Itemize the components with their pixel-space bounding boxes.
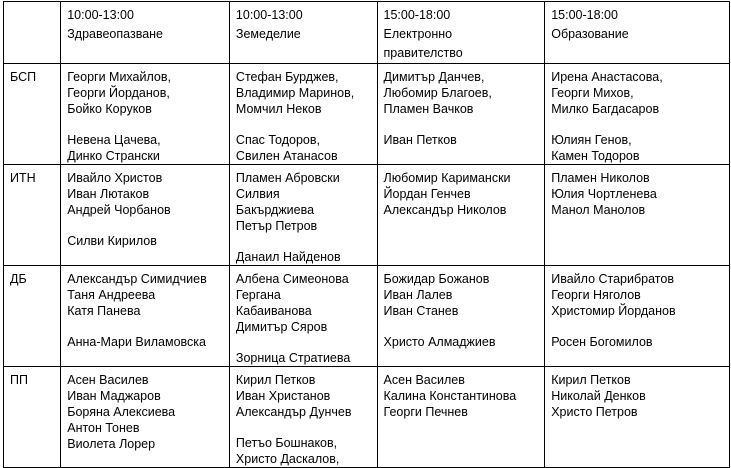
header-row <box>4 2 730 64</box>
cell-line: Божидар Божанов <box>383 272 490 286</box>
cell-line: Бойко Коруков <box>67 102 152 116</box>
cell-line: Петър Петров <box>235 219 318 233</box>
party-label-cell <box>4 266 61 367</box>
members-list <box>61 64 229 164</box>
cell-line: Албена Симеонова <box>235 272 349 286</box>
cell-line: Андрей Чорбанов <box>67 203 171 217</box>
cell-line: Спас Тодоров, <box>235 133 320 147</box>
members-cell <box>61 367 230 468</box>
cell-line: Христо Петров <box>551 405 638 419</box>
cell-line: Ивайло Христов <box>67 171 163 185</box>
cell-line: Пламен Абровски <box>235 171 340 185</box>
cell-line: Димитър Сяров <box>235 320 328 334</box>
cell-line: Силвия <box>235 187 280 201</box>
members-list <box>378 64 545 148</box>
cell-line: Георги Няголов <box>551 288 641 302</box>
cell-line: Асен Василев <box>383 373 465 387</box>
cell-line: Боряна Алексиева <box>67 405 176 419</box>
cell-line: Георги Михайлов, <box>67 70 171 84</box>
members-cell <box>545 64 730 165</box>
cell-line: Росен Богомилов <box>551 335 653 349</box>
members-cell <box>377 367 545 468</box>
session-time: 10:00-13:00 <box>235 8 303 22</box>
cell-line: Калина Константинова <box>383 389 517 403</box>
members-list <box>230 367 377 467</box>
cell-line: Иван Петков <box>383 133 457 147</box>
cell-line: Ивайло Старибратов <box>551 272 674 286</box>
cell-line: Христо Алмаджиев <box>383 335 496 349</box>
cell-line: Христо Даскалов, <box>235 452 340 466</box>
members-list <box>545 266 729 350</box>
members-list <box>61 165 229 249</box>
cell-line: Асен Василев <box>67 373 149 387</box>
cell-line: Гергана <box>235 288 281 302</box>
members-cell <box>229 367 377 468</box>
cell-line: Антон Тонев <box>67 421 140 435</box>
header-cell-content <box>545 2 729 44</box>
cell-line: Иван Маджаров <box>67 389 161 403</box>
members-cell <box>61 64 230 165</box>
members-cell <box>377 165 545 266</box>
blank-line <box>67 319 229 334</box>
cell-line: Владимир Маринов, <box>235 86 355 100</box>
header-cell-content <box>230 2 377 44</box>
header-cell <box>545 2 730 64</box>
cell-line: Стефан Бурджев, <box>235 70 339 84</box>
cell-line: Катя Панева <box>67 304 141 318</box>
cell-line: Милко Багдасаров <box>551 102 660 116</box>
blank-line <box>384 117 545 132</box>
cell-line: Иван Лалев <box>383 288 453 302</box>
session-topic: правителство <box>383 46 463 60</box>
blank-line <box>236 117 377 132</box>
cell-line: Бакърджиева <box>235 203 315 217</box>
members-cell <box>229 165 377 266</box>
party-row <box>4 165 730 266</box>
header-cell <box>61 2 230 64</box>
cell-line: Юлия Чортленева <box>551 187 657 201</box>
cell-line: Пламен Николов <box>551 171 650 185</box>
cell-line: Иван Станев <box>383 304 459 318</box>
blank-line <box>551 319 729 334</box>
header-corner-cell <box>4 2 61 64</box>
members-list <box>545 64 729 164</box>
session-topic: Здравеопазване <box>67 27 164 41</box>
session-time: 15:00-18:00 <box>551 8 618 22</box>
cell-line: Кабаиванова <box>235 304 312 318</box>
members-cell <box>545 367 730 468</box>
cell-line: Силви Кирилов <box>67 234 157 248</box>
cell-line: Зорница Стратиева <box>235 351 351 365</box>
members-list <box>230 64 377 164</box>
cell-line: Йордан Генчев <box>383 187 471 201</box>
members-cell <box>545 165 730 266</box>
cell-line: Георги Печнев <box>383 405 468 419</box>
members-list <box>545 367 729 420</box>
cell-line: Пламен Вачков <box>383 102 474 116</box>
cell-line: Любомир Каримански <box>383 171 511 185</box>
cell-line: Свилен Атанасов <box>235 149 338 163</box>
cell-line: Юлиян Генов, <box>551 133 632 147</box>
members-list <box>545 165 729 218</box>
cell-line: Александър Дунчев <box>235 405 352 419</box>
cell-line: Димитър Данчев, <box>383 70 485 84</box>
members-list <box>378 165 545 218</box>
cell-line: Динко Странски <box>67 149 160 163</box>
members-cell <box>229 64 377 165</box>
members-list <box>378 266 545 350</box>
members-list <box>378 367 545 420</box>
cell-line: Камен Тодоров <box>551 149 640 163</box>
header-cell-content <box>61 2 229 44</box>
party-label-cell <box>4 367 61 468</box>
session-topic: Електронно <box>383 27 453 41</box>
cell-line: Анна-Мари Виламовска <box>67 335 206 349</box>
cell-line: Данаил Найденов <box>235 250 341 264</box>
cell-line: Ирена Анастасова, <box>551 70 663 84</box>
session-topic: Земеделие <box>235 27 301 41</box>
party-label-cell <box>4 64 61 165</box>
cell-line: Александър Николов <box>383 203 507 217</box>
members-list <box>230 266 377 366</box>
cell-line: Иван Лютаков <box>67 187 150 201</box>
cell-line: Георги Михов, <box>551 86 634 100</box>
blank-line <box>236 335 377 350</box>
cell-line: Кирил Петков <box>235 373 316 387</box>
session-time: 10:00-13:00 <box>67 8 134 22</box>
header-cell <box>377 2 545 64</box>
party-label-cell <box>4 165 61 266</box>
cell-line: Любомир Благоев, <box>383 86 492 100</box>
members-cell <box>61 165 230 266</box>
cell-line: Момчил Неков <box>235 102 322 116</box>
party-name: ПП <box>10 373 28 387</box>
members-cell <box>61 266 230 367</box>
blank-line <box>551 117 729 132</box>
header-cell <box>229 2 377 64</box>
schedule-table <box>3 1 730 468</box>
blank-line <box>384 319 545 334</box>
party-row <box>4 64 730 165</box>
session-time: 15:00-18:00 <box>383 8 451 22</box>
cell-line: Манол Манолов <box>551 203 646 217</box>
blank-line <box>67 117 229 132</box>
members-cell <box>377 64 545 165</box>
members-list <box>61 367 229 452</box>
members-list <box>230 165 377 265</box>
party-name: ИТН <box>10 171 36 185</box>
party-name: ДБ <box>10 272 27 286</box>
cell-line: Христомир Йорданов <box>551 304 676 318</box>
party-row <box>4 367 730 468</box>
cell-line: Виолета Лорер <box>67 437 156 451</box>
header-cell-content <box>378 2 545 63</box>
blank-line <box>67 218 229 233</box>
cell-line: Александър Симидчиев <box>67 272 207 286</box>
members-list <box>61 266 229 350</box>
party-row <box>4 266 730 367</box>
cell-line: Иван Христанов <box>235 389 331 403</box>
cell-line: Петъо Бошнаков, <box>235 436 338 450</box>
members-cell <box>377 266 545 367</box>
party-name: БСП <box>10 70 37 84</box>
cell-line: Николай Денков <box>551 389 646 403</box>
cell-line: Кирил Петков <box>551 373 631 387</box>
blank-line <box>236 234 377 249</box>
members-cell <box>545 266 730 367</box>
cell-line: Георги Йорданов, <box>67 86 170 100</box>
members-cell <box>229 266 377 367</box>
session-topic: Образование <box>551 27 629 41</box>
cell-line: Таня Андреева <box>67 288 156 302</box>
cell-line: Невена Цачева, <box>67 133 161 147</box>
